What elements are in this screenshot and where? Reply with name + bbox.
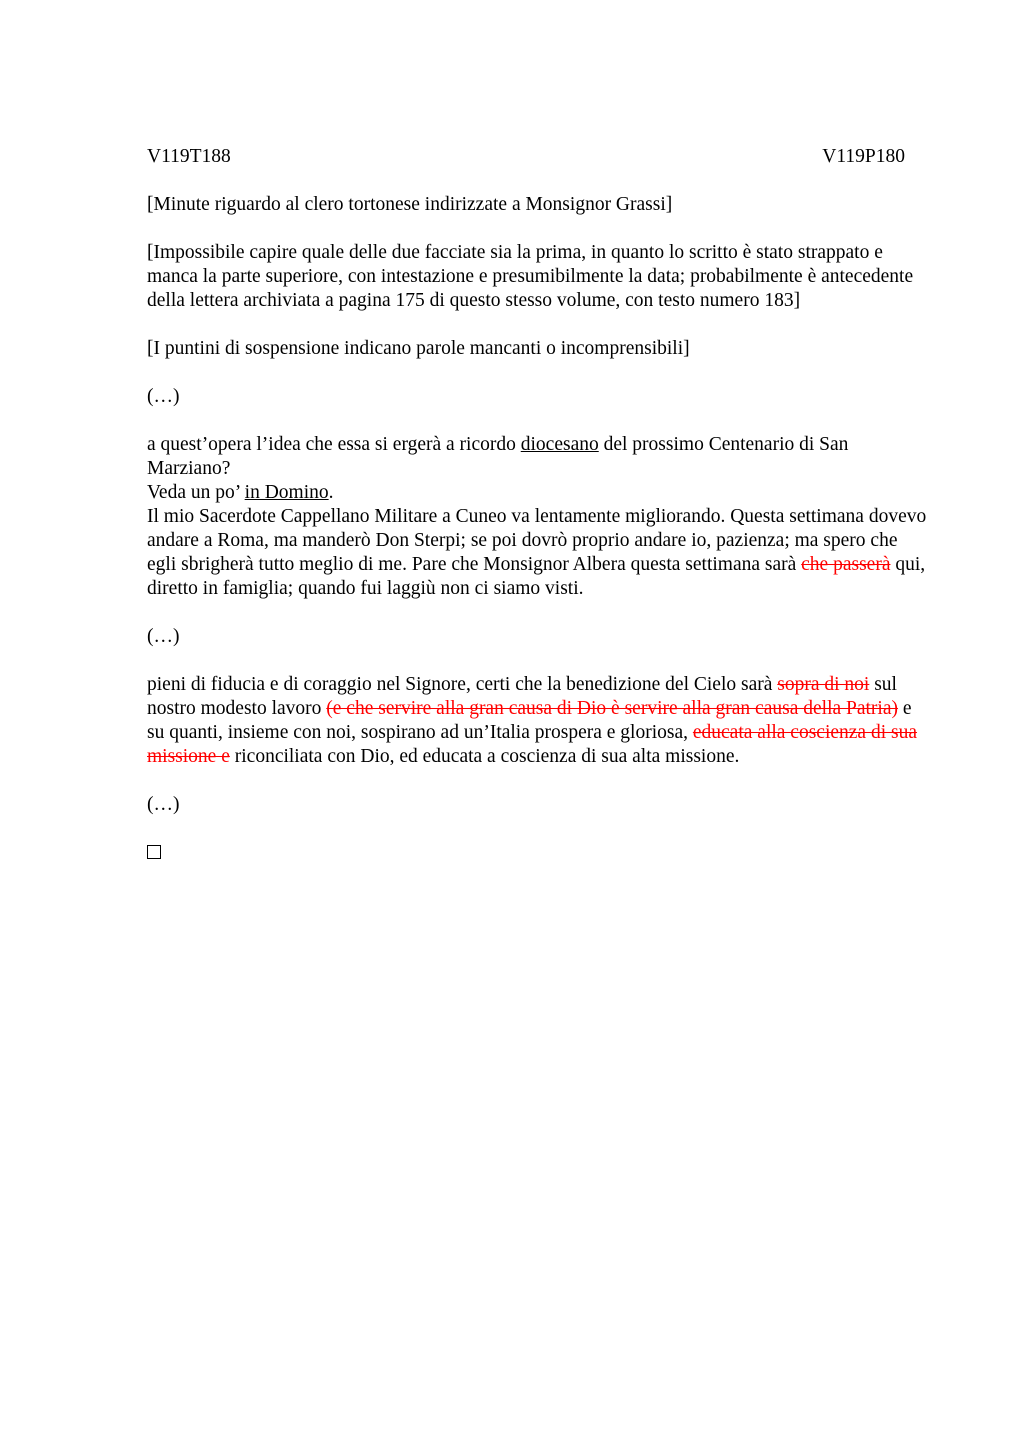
ellipsis-legend-note: [I puntini di sospensione indicano parole mancanti o incomprensibili] bbox=[147, 338, 690, 359]
text-segment: pieni di fiducia e di coraggio nel Signore, certi che la benedizione del Cielo sarà bbox=[147, 674, 778, 695]
square-box-icon bbox=[147, 845, 161, 859]
underlined-word-diocesano: diocesano bbox=[520, 434, 599, 455]
ellipsis-marker-3: (…) bbox=[147, 794, 180, 815]
text-segment: Veda un po’ bbox=[147, 482, 245, 503]
header-row bbox=[147, 145, 905, 169]
deleted-text: sopra di noi bbox=[777, 674, 870, 695]
deleted-text: (e che servire alla gran causa di Dio è servire alla gran causa della Patria) bbox=[326, 698, 898, 719]
underlined-phrase-in-domino: in Domino bbox=[244, 482, 329, 503]
ellipsis-marker-2: (…) bbox=[147, 626, 180, 647]
text-segment: . bbox=[328, 482, 334, 503]
document-page bbox=[147, 145, 927, 866]
deleted-text: educata alla coscienza di sua missione e bbox=[147, 722, 918, 767]
paragraph-centenario bbox=[147, 433, 927, 481]
paragraph-in-domino bbox=[147, 481, 927, 505]
document-code-right: V119P180 bbox=[822, 146, 905, 167]
empty-square-symbol bbox=[147, 841, 927, 866]
text-segment: e su quanti, insieme con noi, sospirano ad un’Italia prospera e gloriosa, bbox=[147, 698, 912, 743]
deleted-text: che passerà bbox=[801, 554, 891, 575]
text-segment: riconciliata con Dio, ed educata a coscienza di sua alta missione. bbox=[229, 746, 740, 767]
text-segment: qui, diretto in famiglia; quando fui laggiù non ci siamo visti. bbox=[147, 554, 926, 599]
text-segment: sul nostro modesto lavoro bbox=[147, 674, 897, 719]
title-note: [Minute riguardo al clero tortonese indirizzate a Monsignor Grassi] bbox=[147, 194, 673, 215]
ellipsis-marker-1: (…) bbox=[147, 386, 180, 407]
paragraph-fiducia bbox=[147, 673, 927, 769]
text-segment: Il mio Sacerdote Cappellano Militare a Cuneo va lentamente migliorando. Questa settimana dovevo andare a Roma, ma manderò Don Sterpi; se poi dovrò proprio andare io, pazienza; ma spero che egli sbrigherà tutto meglio di me. Pare che Monsignor Albera questa settimana sarà bbox=[147, 506, 927, 575]
archival-note: [Impossibile capire quale delle due facciate sia la prima, in quanto lo scritto è stato strappato e manca la parte superiore, con intestazione e presumibilmente la data; probabilmente è antecedente della lettera archiviata a pagina 175 di questo stesso volume, con testo numero 183] bbox=[147, 242, 914, 311]
text-segment: del prossimo Centenario di San Marziano? bbox=[147, 434, 849, 479]
document-code-left: V119T188 bbox=[147, 146, 231, 167]
paragraph-cappellano bbox=[147, 505, 927, 601]
text-segment: a quest’opera l’idea che essa si ergerà a ricordo bbox=[147, 434, 521, 455]
